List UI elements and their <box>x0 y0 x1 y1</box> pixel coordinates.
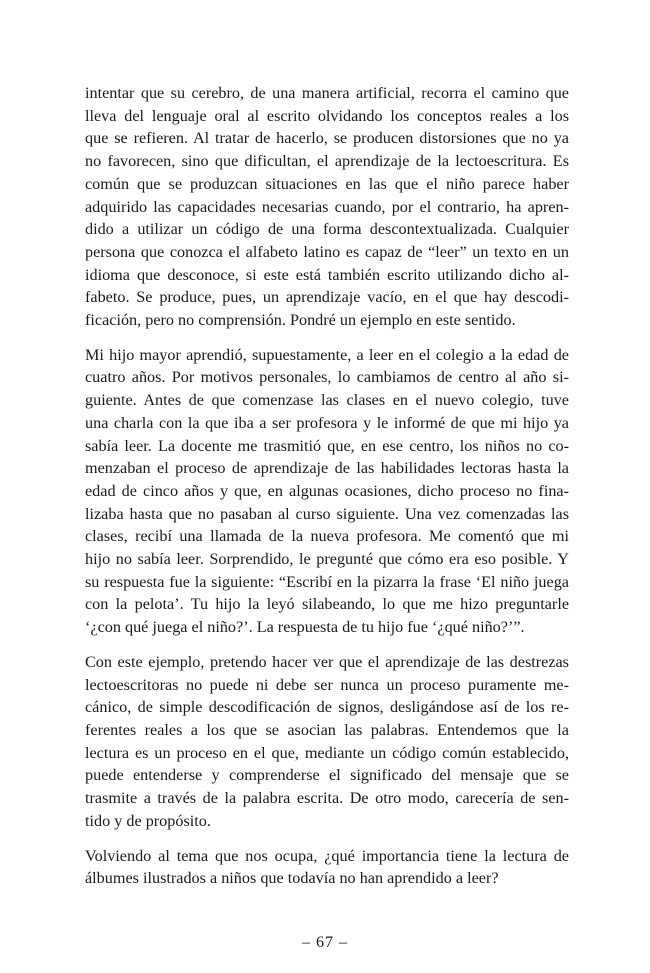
text-line: álbumes ilustrados a niños que todavía no han aprendido a leer? <box>85 869 499 888</box>
text-line: cánico, de simple descodificación de signos, desligándose así de los re- <box>85 698 569 717</box>
text-line: puede entenderse y comprenderse el significado del mensaje que se <box>85 766 569 785</box>
paragraph-2 <box>85 344 569 639</box>
text-line: que se refieren. Al tratar de hacerlo, se producen distorsiones que no ya <box>85 129 569 148</box>
text-line: ficación, pero no comprensión. Pondré un ejemplo en este sentido. <box>85 311 516 330</box>
text-line: Volviendo al tema que nos ocupa, ¿qué importancia tiene la lectura de <box>85 846 569 865</box>
paragraph-4 <box>85 845 569 890</box>
text-line: sabía leer. La docente me trasmitió que, en ese centro, los niños no co- <box>85 436 569 455</box>
text-line: su respuesta fue la siguiente: “Escribí en la pizarra la frase ‘El niño juega <box>85 572 569 591</box>
page-number: – 67 – <box>302 934 348 951</box>
text-line: tido y de propósito. <box>85 811 211 830</box>
text-line: lizaba hasta que no pasaban al curso siguiente. Una vez comenzadas las <box>85 504 569 523</box>
text-line: trasmite a través de la palabra escrita. De otro modo, carecería de sen- <box>85 789 569 808</box>
text-line: Con este ejemplo, pretendo hacer ver que el aprendizaje de las destrezas <box>85 652 569 671</box>
text-line: clases, recibí una llamada de la nueva profesora. Me comentó que mi <box>85 527 569 546</box>
text-line: guiente. Antes de que comenzase las clases en el nuevo colegio, tuve <box>85 391 569 410</box>
text-line: lleva del lenguaje oral al escrito olvidando los conceptos reales a los <box>85 106 569 125</box>
text-line: hijo no sabía leer. Sorprendido, le pregunté que cómo era eso posible. Y <box>85 550 569 569</box>
text-line: Mi hijo mayor aprendió, supuestamente, a leer en el colegio a la edad de <box>85 345 569 364</box>
text-line: ferentes reales a los que se asocian las palabras. Entendemos que la <box>85 720 569 739</box>
text-line: intentar que su cerebro, de una manera artificial, recorra el camino que <box>85 84 569 102</box>
text-line: lectura es un proceso en el que, mediante un código común establecido, <box>85 743 569 762</box>
text-line: una charla con la que iba a ser profesora y le informé de que mi hijo ya <box>85 413 569 432</box>
text-line: edad de cinco años y que, en algunas ocasiones, dicho proceso no fina- <box>85 481 569 500</box>
page-body <box>85 82 569 902</box>
text-line: adquirido las capacidades necesarias cuando, por el contrario, ha apren- <box>85 197 569 216</box>
text-line: con la pelota’. Tu hijo la leyó silabeando, lo que me hizo preguntarle <box>85 595 569 614</box>
text-line: persona que conozca el alfabeto latino es capaz de “leer” un texto en un <box>85 242 569 261</box>
text-line: idioma que desconoce, si este está también escrito utilizando dicho al- <box>85 265 569 284</box>
paragraph-3 <box>85 651 569 833</box>
text-line: cuatro años. Por motivos personales, lo cambiamos de centro al año si- <box>85 368 569 387</box>
text-line: común que se produzcan situaciones en las que el niño parece haber <box>85 174 569 193</box>
text-line: menzaban el proceso de aprendizaje de las habilidades lectoras hasta la <box>85 459 569 478</box>
paragraph-1 <box>85 82 569 332</box>
text-line: dido a utilizar un código de una forma descontextualizada. Cualquier <box>85 220 569 239</box>
text-line: lectoescritoras no puede ni debe ser nunca un proceso puramente me- <box>85 675 569 694</box>
text-line: fabeto. Se produce, pues, un aprendizaje vacío, en el que hay descodi- <box>85 288 569 307</box>
text-line: ‘¿con qué juega el niño?’. La respuesta de tu hijo fue ‘¿qué niño?’”. <box>85 618 525 637</box>
text-line: no favorecen, sino que dificultan, el aprendizaje de la lectoescritura. Es <box>85 152 569 171</box>
